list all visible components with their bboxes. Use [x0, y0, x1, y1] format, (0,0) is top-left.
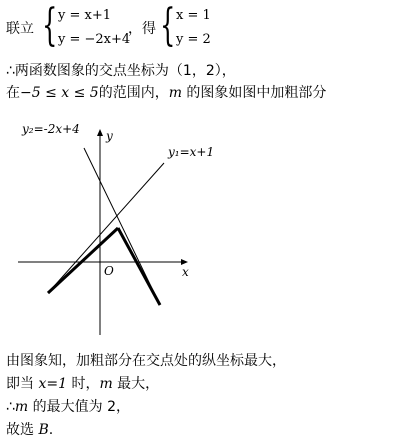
c2-cond: x=1 [38, 376, 67, 392]
intersection-statement: ∴两函数图象的交点坐标为（1，2）， [6, 63, 236, 79]
system2-eq2: y = 2 [176, 32, 211, 47]
conclusion-line1: 由图象知，加粗部分在交点处的纵坐标最大， [6, 353, 286, 369]
label-y2: y₂=-2x+4 [22, 122, 80, 136]
y-axis-arrow [97, 129, 103, 136]
conclusion-line3 [6, 398, 130, 416]
c3-var: m [14, 399, 29, 415]
conclusion-line2 [6, 375, 159, 393]
range-part2: 的范围内， [98, 85, 169, 101]
bold-segment-y1 [48, 228, 118, 293]
answer-part2: . [48, 422, 54, 438]
c2-var: m [99, 376, 113, 392]
c3-part1: ∴ [6, 399, 15, 415]
c2-part2: 时， [67, 376, 100, 392]
label-y1: y₁=x+1 [168, 145, 215, 159]
system-sep: ，得 [128, 21, 156, 37]
system2-eq1: x = 1 [176, 8, 211, 23]
system1-eq1: y = x+1 [58, 8, 111, 23]
range-inequality: −5 ≤ x ≤ 5 [20, 85, 99, 101]
system1-eq2: y = −2x+4 [58, 32, 131, 47]
bold-segment-y2 [118, 228, 160, 305]
answer-choice: B [38, 422, 49, 438]
answer-part1: 故选 [6, 422, 39, 438]
axis-label-y: y [106, 129, 113, 143]
range-part1: 在 [6, 85, 20, 101]
origin-label: O [104, 264, 114, 278]
c2-part3: 最大， [112, 376, 160, 392]
system-lead: 联立 [6, 21, 34, 37]
var-m: m [168, 85, 182, 101]
range-part3: 的图象如图中加粗部分 [181, 85, 327, 101]
left-brace: { [42, 0, 58, 51]
c3-part2: 的最大值为 2， [28, 399, 131, 415]
answer-line [6, 421, 53, 439]
right-brace: { [160, 0, 176, 51]
axis-label-x: x [182, 265, 189, 279]
c2-part1: 即当 [6, 376, 39, 392]
